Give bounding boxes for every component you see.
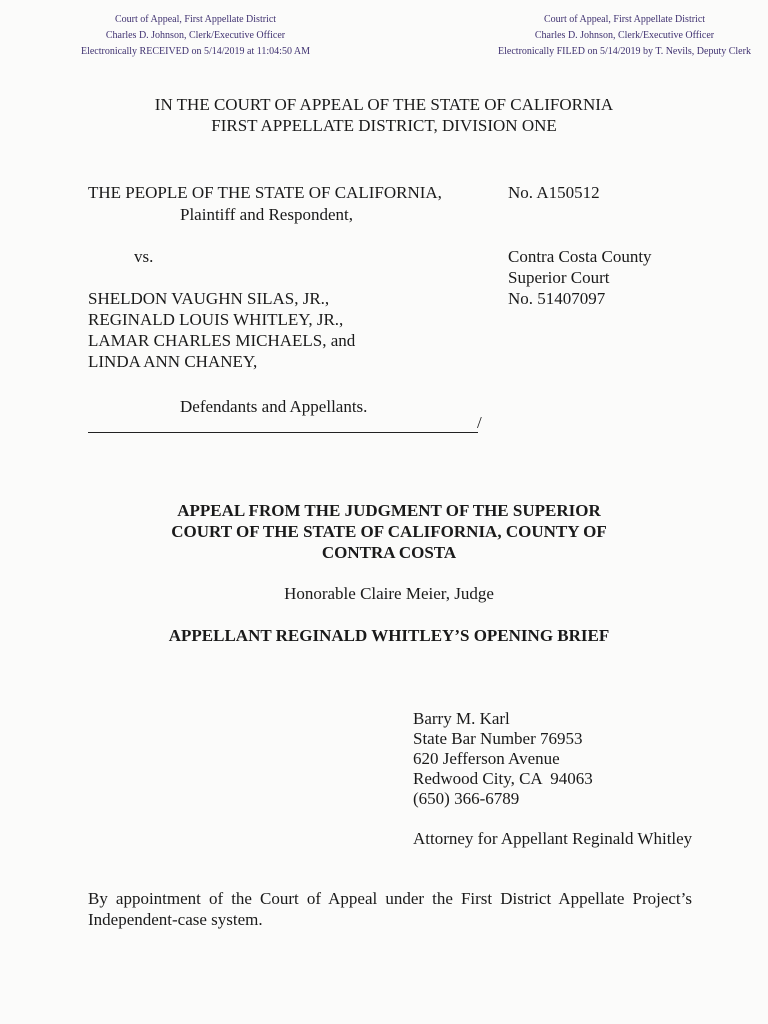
received-stamp-clerk: Charles D. Johnson, Clerk/Executive Officer: [105, 30, 286, 41]
filed-stamp-date: Electronically FILED on 5/14/2019 by T. Nevils, Deputy Clerk: [498, 46, 751, 57]
attorney-street: 620 Jefferson Avenue: [413, 749, 560, 768]
defendants-role: Defendants and Appellants.: [180, 397, 368, 416]
trial-court-name: Superior Court: [508, 268, 610, 287]
court-heading: [0, 94, 768, 136]
trial-court-number: No. 51407097: [508, 289, 606, 308]
defendant-1: SHELDON VAUGHN SILAS, JR.,: [88, 289, 330, 308]
case-number: No. A150512: [508, 183, 600, 202]
defendant-4: LINDA ANN CHANEY,: [88, 352, 258, 371]
received-stamp: [68, 12, 323, 60]
attorney-name: Barry M. Karl: [413, 709, 510, 728]
attorney-block: [413, 709, 593, 809]
filed-stamp-court: Court of Appeal, First Appellate District: [543, 14, 706, 25]
filed-stamp-clerk: Charles D. Johnson, Clerk/Executive Officer: [534, 30, 715, 41]
trial-court-county: Contra Costa County: [508, 247, 652, 266]
caption-divider-line: [88, 432, 478, 433]
attorney-role: Attorney for Appellant Reginald Whitley: [413, 829, 693, 848]
plaintiff-role: Plaintiff and Respondent,: [180, 205, 353, 224]
attorney-city: Redwood City, CA 94063: [413, 769, 593, 788]
received-stamp-court: Court of Appeal, First Appellate District: [114, 14, 277, 25]
attorney-phone: (650) 366-6789: [413, 789, 520, 808]
plaintiff-name: THE PEOPLE OF THE STATE OF CALIFORNIA,: [88, 183, 442, 202]
filed-stamp: [482, 12, 767, 60]
defendant-2: REGINALD LOUIS WHITLEY, JR.,: [88, 310, 344, 329]
brief-title: APPELLANT REGINALD WHITLEY’S OPENING BRIEF: [168, 626, 610, 645]
appeal-title-line-3: CONTRA COSTA: [321, 543, 457, 562]
appeal-title-line-2: COURT OF THE STATE OF CALIFORNIA, COUNTY OF: [171, 522, 607, 541]
appeal-title-line-1: APPEAL FROM THE JUDGMENT OF THE SUPERIOR: [177, 501, 601, 520]
court-heading-line-1: IN THE COURT OF APPEAL OF THE STATE OF CALIFORNIA: [154, 95, 614, 114]
judge-name: Honorable Claire Meier, Judge: [284, 584, 494, 603]
appointment-statement: By appointment of the Court of Appeal under the First District Appellate Project’s Independent-case system.: [88, 889, 692, 929]
caption-divider-slash: /: [477, 413, 482, 432]
attorney-bar-number: State Bar Number 76953: [413, 729, 583, 748]
received-stamp-date: Electronically RECEIVED on 5/14/2019 at 11:04:50 AM: [80, 46, 311, 57]
defendant-3: LAMAR CHARLES MICHAELS, and: [88, 331, 356, 350]
court-heading-line-2: FIRST APPELLATE DISTRICT, DIVISION ONE: [211, 116, 557, 135]
versus-label: vs.: [134, 247, 154, 266]
appeal-title: [0, 500, 768, 563]
